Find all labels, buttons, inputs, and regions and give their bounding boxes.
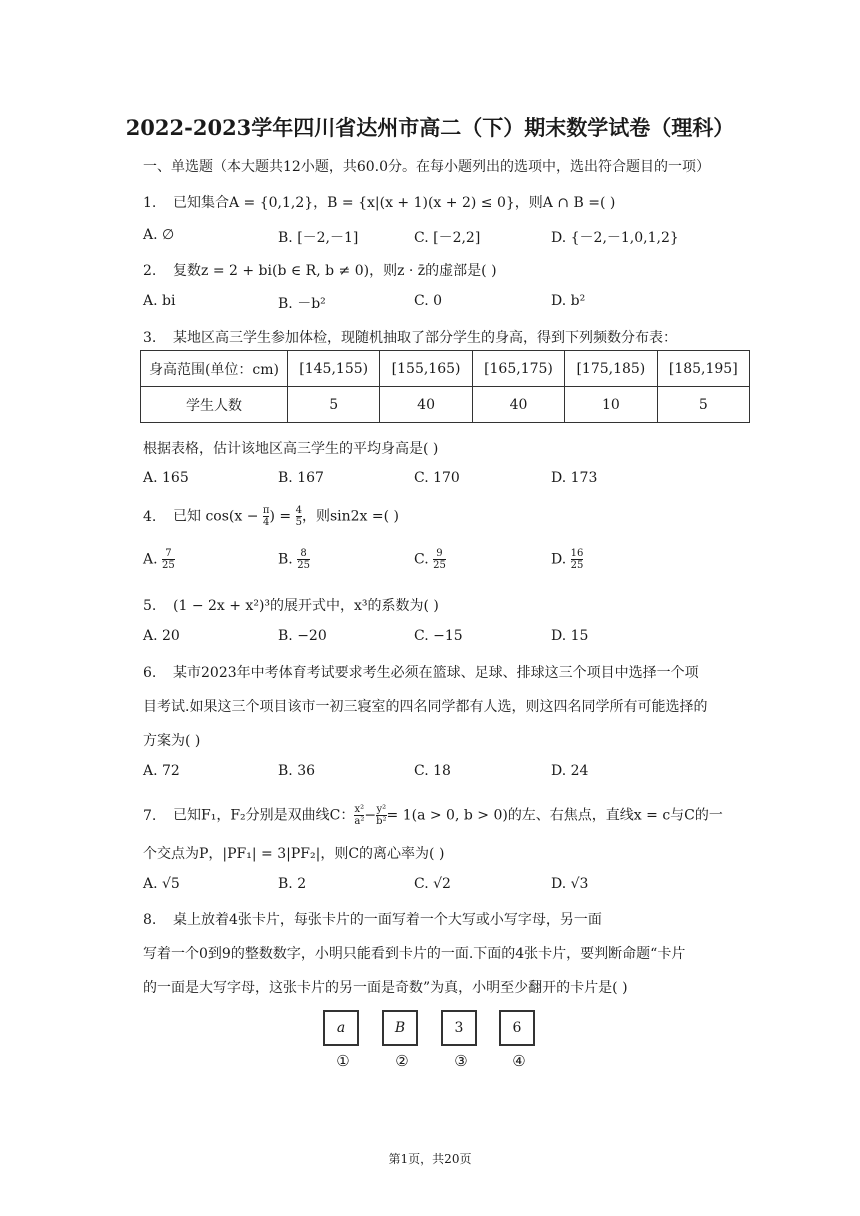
fraction-denominator: 25: [297, 560, 310, 571]
fraction: [376, 804, 386, 827]
q3-option-c: C. 170: [414, 470, 460, 486]
fraction-numerator: 9: [436, 548, 443, 559]
q4-option-a: [143, 548, 175, 571]
card-label-1: ①: [336, 1052, 350, 1070]
card-1: [323, 1010, 359, 1046]
table-cell: 身高范围(单位：cm): [141, 351, 288, 387]
option-letter: D.: [551, 551, 567, 568]
fraction-denominator: 25: [433, 560, 446, 571]
option-letter: B.: [278, 551, 293, 568]
q6-option-d: D. 24: [551, 763, 589, 779]
q3-option-a: A. 165: [143, 470, 189, 486]
question-8-line-3: 的一面是大写字母，这张卡片的另一面是奇数”为真，小明至少翻开的卡片是( ): [143, 980, 628, 996]
question-number: 3.: [143, 330, 157, 346]
q2-option-a: A. bi: [143, 293, 176, 309]
question-text: ，则sin2x =( ): [301, 508, 400, 525]
fraction: [571, 548, 584, 571]
fraction: [433, 548, 446, 571]
question-7: [143, 804, 723, 827]
fraction-denominator: 25: [570, 560, 584, 571]
table-cell: [175,185): [565, 351, 657, 387]
q6-option-b: B. 36: [278, 763, 316, 779]
question-text: 某市2023年中考体育考试要求考生必须在篮球、足球、排球这三个项目中选择一个项: [173, 665, 699, 681]
q7-option-c: C. √2: [414, 876, 451, 892]
q7-option-d: D. √3: [551, 876, 589, 892]
q7-option-b: B. 2: [278, 876, 307, 892]
card-face: B: [394, 1020, 406, 1036]
page-footer: 第1页，共20页: [388, 1152, 472, 1166]
question-6-line-3: 方案为( ): [143, 733, 201, 749]
question-number: 1.: [143, 195, 157, 211]
question-text: −: [364, 807, 377, 824]
fraction-numerator: π: [262, 505, 270, 516]
question-text: 已知集合A = {0,1,2}，B = {x|(x + 1)(x + 2) ≤ 0}，则A ∩ B =( ): [173, 195, 616, 211]
q4-option-c: [414, 548, 446, 571]
q5-option-a: A. 20: [143, 628, 180, 644]
table-cell: 10: [565, 387, 657, 423]
q1-option-a: A. ∅: [143, 227, 175, 243]
fraction-denominator: a²: [354, 816, 365, 827]
table-row: [141, 387, 750, 423]
q1-option-c: C. [－2,2]: [414, 230, 481, 246]
question-number: 5.: [143, 598, 157, 614]
q2-option-d: D. b²: [551, 293, 586, 309]
question-8-line-2: 写着一个0到9的整数数字，小明只能看到卡片的一面.下面的4张卡片，要判断命题“卡片: [143, 946, 686, 962]
fraction: [354, 804, 364, 827]
question-number: 6.: [143, 665, 157, 681]
card-2: [382, 1010, 418, 1046]
question-number: 7.: [143, 807, 157, 824]
question-3-followup: 根据表格，估计该地区高三学生的平均身高是( ): [143, 441, 439, 457]
question-text: 桌上放着4张卡片，每张卡片的一面写着一个大写或小写字母，另一面: [173, 912, 602, 928]
question-6-line-2: 目考试.如果这三个项目该市一初三寝室的四名同学都有人选，则这四名同学所有可能选择的: [143, 699, 708, 715]
q6-option-c: C. 18: [414, 763, 451, 779]
q4-option-b: [278, 548, 310, 571]
table-cell: [145,155): [288, 351, 380, 387]
question-1: [143, 192, 615, 212]
question-7-line-2: 个交点为P，|PF₁| = 3|PF₂|，则C的离心率为( ): [143, 846, 445, 862]
table-cell: 40: [472, 387, 564, 423]
question-text: 已知F₁，F₂分别是双曲线C：: [173, 807, 355, 824]
question-8: [143, 909, 602, 929]
frequency-table: [140, 350, 750, 423]
card-3: [441, 1010, 477, 1046]
option-letter: C.: [414, 551, 429, 568]
card-label-2: ②: [395, 1052, 409, 1070]
table-cell: 40: [380, 387, 472, 423]
q5-option-d: D. 15: [551, 628, 589, 644]
fraction-numerator: y²: [376, 804, 387, 815]
table-cell: 学生人数: [141, 387, 288, 423]
question-3: [143, 327, 677, 347]
card-4: [499, 1010, 535, 1046]
q3-option-b: B. 167: [278, 470, 324, 486]
table-row: [141, 351, 750, 387]
q5-option-b: B. −20: [278, 628, 327, 644]
question-text: ) =: [269, 508, 292, 525]
fraction-denominator: b²: [376, 816, 387, 827]
question-number: 2.: [143, 263, 157, 279]
fraction-numerator: 4: [295, 505, 302, 516]
q2-option-b: B. －b²: [278, 296, 326, 312]
fraction-denominator: 5: [295, 517, 302, 528]
question-5: [143, 595, 439, 615]
page-title: 2022-2023学年四川省达州市高二（下）期末数学试卷（理科）: [125, 115, 735, 140]
question-number: 8.: [143, 912, 157, 928]
table-cell: 5: [288, 387, 380, 423]
q7-option-a: A. √5: [143, 876, 180, 892]
q6-option-a: A. 72: [143, 763, 180, 779]
card-label-3: ③: [454, 1052, 468, 1070]
option-letter: A.: [143, 551, 158, 568]
q5-option-c: C. −15: [414, 628, 463, 644]
q1-option-d: D. {－2,－1,0,1,2}: [551, 230, 679, 246]
q2-option-c: C. 0: [414, 293, 443, 309]
question-text: 已知 cos(x −: [173, 508, 259, 525]
question-text: (1 − 2x + x²)³的展开式中，x³的系数为( ): [173, 598, 439, 614]
table-cell: [185,195]: [657, 351, 749, 387]
card-label-4: ④: [512, 1052, 526, 1070]
fraction: [297, 548, 310, 571]
question-text: = 1(a > 0, b > 0)的左、右焦点，直线x = c与C的一: [386, 807, 723, 824]
q3-option-d: D. 173: [551, 470, 598, 486]
question-6: [143, 662, 699, 682]
fraction-denominator: 4: [263, 517, 270, 528]
table-cell: [165,175): [472, 351, 564, 387]
fraction: [162, 548, 175, 571]
table-cell: 5: [657, 387, 749, 423]
question-number: 4.: [143, 508, 157, 525]
fraction-numerator: 7: [165, 548, 172, 559]
question-4: [143, 505, 399, 528]
q4-option-d: [551, 548, 583, 571]
card-face: a: [336, 1020, 346, 1036]
fraction-numerator: 16: [570, 548, 584, 559]
fraction-numerator: 8: [300, 548, 307, 559]
table-cell: [155,165): [380, 351, 472, 387]
question-2: [143, 260, 497, 280]
card-face: 6: [512, 1020, 522, 1036]
fraction-numerator: x²: [354, 804, 365, 815]
card-face: 3: [454, 1020, 464, 1036]
fraction-denominator: 25: [162, 560, 175, 571]
question-text: 某地区高三学生参加体检，现随机抽取了部分学生的身高，得到下列频数分布表：: [173, 330, 677, 346]
q1-option-b: B. [－2,－1]: [278, 230, 359, 246]
section-heading: 一、单选题（本大题共12小题，共60.0分。在每小题列出的选项中，选出符合题目的一项）: [143, 159, 710, 175]
question-text: 复数z = 2 + bi(b ∈ R, b ≠ 0)，则z · z̄的虚部是( ): [173, 263, 497, 279]
